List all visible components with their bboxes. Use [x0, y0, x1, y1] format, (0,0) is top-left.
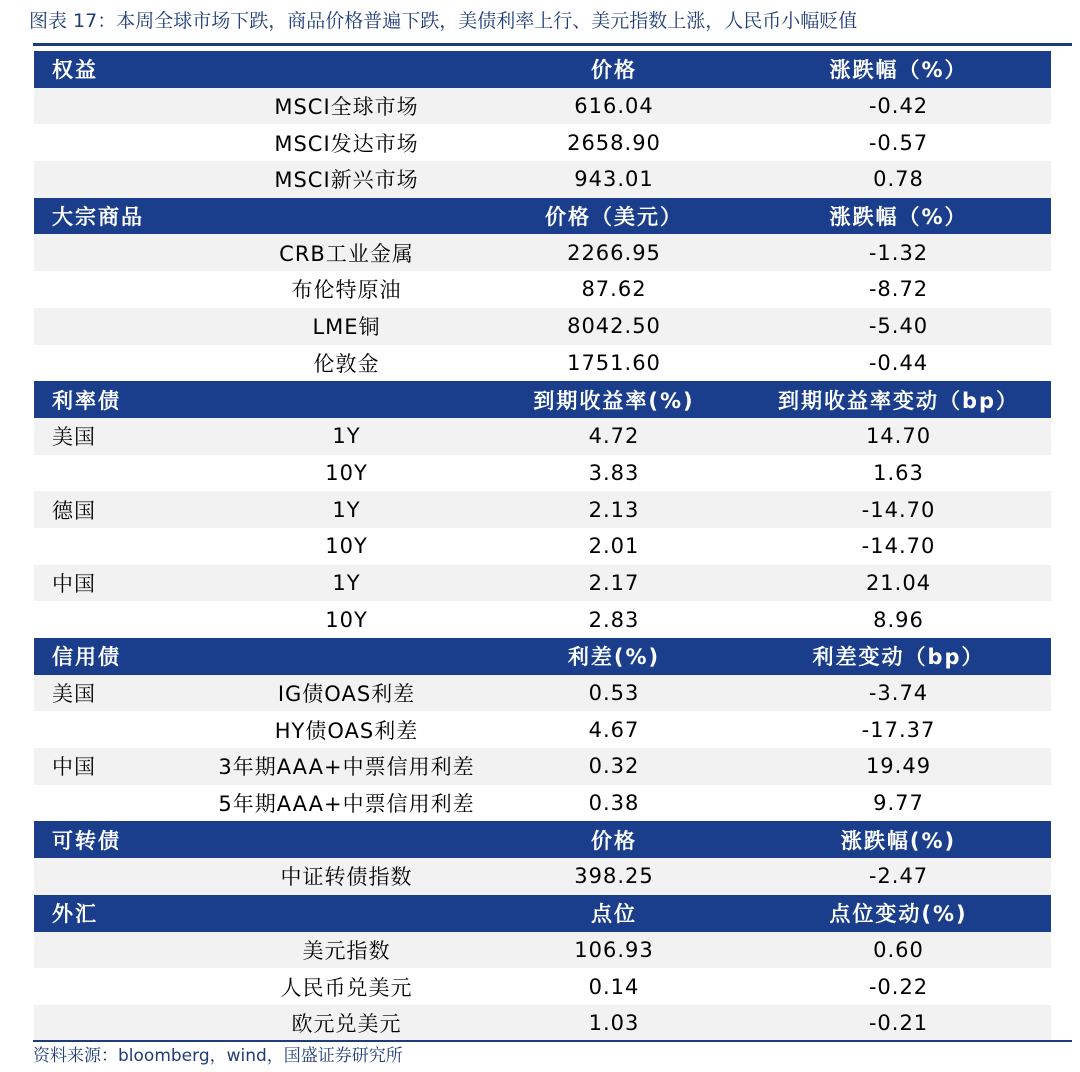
name-cell: MSCI新兴市场: [274, 168, 419, 193]
section-header-row: [34, 821, 1051, 858]
value-column-header: 利差(%): [567, 645, 661, 670]
table-row: [34, 858, 1051, 895]
change-cell: 19.49: [865, 754, 932, 779]
change-column-header: 点位变动(%): [829, 902, 968, 927]
change-cell: 9.77: [873, 791, 924, 816]
value-cell: 3.83: [588, 460, 640, 485]
change-cell: -1.32: [868, 240, 929, 265]
name-cell: [209, 821, 484, 858]
value-cell: 0.32: [588, 754, 640, 779]
value-cell: 616.04: [574, 94, 654, 119]
value-cell: 8042.50: [567, 314, 661, 339]
change-cell: 14.70: [865, 424, 932, 449]
change-column-header: 涨跌幅（%）: [829, 205, 968, 230]
value-cell: 943.01: [574, 167, 654, 192]
section-title: 信用债: [52, 645, 121, 670]
value-column-header: 价格: [591, 828, 637, 853]
value-cell: 0.53: [588, 681, 640, 706]
name-cell: 1Y: [332, 570, 361, 595]
value-cell: 1.03: [588, 1011, 640, 1036]
change-column-header: 涨跌幅（%）: [829, 58, 968, 83]
bottom-rule: [33, 1040, 1072, 1042]
figure-caption: 图表 17：本周全球市场下跌，商品价格普遍下跌，美债利率上行、美元指数上涨，人民币小幅贬值: [29, 10, 858, 32]
name-cell: 布伦特原油: [291, 278, 402, 303]
name-cell: 3年期AAA+中票信用利差: [218, 755, 475, 780]
table-row: [34, 1005, 1051, 1042]
change-cell: -14.70: [861, 497, 936, 522]
change-cell: -0.44: [868, 350, 929, 375]
value-cell: 2.01: [588, 534, 640, 559]
change-cell: -0.22: [868, 974, 929, 999]
value-cell: 2.17: [588, 570, 640, 595]
table-row: [34, 528, 1051, 565]
table-row: [34, 455, 1051, 492]
value-cell: 2.13: [588, 497, 640, 522]
value-cell: 2.83: [588, 607, 640, 632]
name-cell: [209, 638, 484, 675]
change-cell: 8.96: [873, 607, 924, 632]
table-row: [34, 345, 1051, 382]
section-header-row: [34, 895, 1051, 932]
change-cell: 1.63: [873, 460, 924, 485]
name-cell: MSCI全球市场: [274, 95, 419, 120]
name-cell: MSCI发达市场: [274, 131, 419, 156]
name-cell: 1Y: [332, 497, 361, 522]
name-cell: 10Y: [325, 607, 368, 632]
value-cell: 0.38: [588, 791, 640, 816]
change-column-header: 到期收益率变动（bp）: [777, 388, 1020, 413]
table-row: [34, 491, 1051, 528]
name-cell: 伦敦金: [313, 351, 380, 376]
value-cell: 4.72: [588, 424, 640, 449]
change-cell: -0.42: [868, 94, 929, 119]
change-cell: -5.40: [868, 314, 929, 339]
table-row: [34, 161, 1051, 198]
category-cell: 美国: [52, 425, 96, 450]
change-cell: -2.47: [868, 864, 929, 889]
change-column-header: 涨跌幅(%): [840, 828, 957, 853]
section-title: 可转债: [52, 828, 121, 853]
value-cell: 1751.60: [567, 350, 661, 375]
category-cell: 美国: [52, 682, 96, 707]
section-title: 外汇: [52, 902, 98, 927]
table-row: [34, 124, 1051, 161]
section-header-row: [34, 638, 1051, 675]
change-cell: 0.60: [873, 937, 924, 962]
name-cell: [209, 381, 484, 418]
table-row: [34, 565, 1051, 602]
table-row: [34, 234, 1051, 271]
section-header-row: [34, 51, 1051, 88]
table-row: [34, 675, 1051, 712]
name-cell: HY债OAS利差: [274, 718, 419, 743]
value-cell: 4.67: [588, 717, 640, 742]
change-column-header: 利差变动（bp）: [812, 645, 985, 670]
change-cell: -8.72: [868, 277, 929, 302]
change-cell: 0.78: [873, 167, 924, 192]
name-cell: 10Y: [325, 534, 368, 559]
value-cell: 2266.95: [567, 240, 661, 265]
table-row: [34, 748, 1051, 785]
value-cell: 2658.90: [567, 130, 661, 155]
name-cell: 中证转债指数: [280, 865, 413, 890]
section-header-row: [34, 198, 1051, 235]
name-cell: 10Y: [325, 460, 368, 485]
top-rule: [33, 43, 1072, 46]
change-cell: -14.70: [861, 534, 936, 559]
name-cell: [209, 198, 484, 235]
market-summary-table: [34, 51, 1051, 1042]
name-cell: 美元指数: [302, 938, 391, 963]
name-cell: 欧元兑美元: [291, 1012, 402, 1037]
table-row: [34, 785, 1051, 822]
section-title: 大宗商品: [52, 205, 144, 230]
name-cell: 5年期AAA+中票信用利差: [218, 792, 475, 817]
category-cell: 中国: [52, 571, 96, 596]
name-cell: 人民币兑美元: [280, 975, 413, 1000]
name-cell: [209, 51, 484, 88]
value-cell: 87.62: [581, 277, 647, 302]
table-row: [34, 88, 1051, 125]
table-row: [34, 418, 1051, 455]
category-cell: 德国: [52, 498, 96, 523]
value-cell: 106.93: [574, 937, 654, 962]
change-cell: -0.57: [868, 130, 929, 155]
table-row: [34, 932, 1051, 969]
table-row: [34, 308, 1051, 345]
section-title: 权益: [52, 58, 98, 83]
name-cell: 1Y: [332, 424, 361, 449]
name-cell: CRB工业金属: [279, 241, 414, 266]
value-column-header: 价格: [591, 58, 637, 83]
table-row: [34, 711, 1051, 748]
section-title: 利率债: [52, 388, 121, 413]
value-cell: 0.14: [588, 974, 640, 999]
change-cell: -17.37: [861, 717, 936, 742]
name-cell: IG债OAS利差: [277, 682, 416, 707]
table-row: [34, 968, 1051, 1005]
value-cell: 398.25: [574, 864, 654, 889]
source-note: 资料来源：bloomberg，wind，国盛证券研究所: [33, 1046, 403, 1066]
value-column-header: 点位: [591, 902, 637, 927]
table-row: [34, 271, 1051, 308]
table-row: [34, 601, 1051, 638]
category-cell: 中国: [52, 755, 96, 780]
change-cell: -0.21: [868, 1011, 929, 1036]
name-cell: LME铜: [312, 315, 381, 340]
name-cell: [209, 895, 484, 932]
value-column-header: 价格（美元）: [545, 205, 683, 230]
change-cell: -3.74: [868, 681, 929, 706]
section-header-row: [34, 381, 1051, 418]
change-cell: 21.04: [865, 570, 932, 595]
value-column-header: 到期收益率(%): [533, 388, 695, 413]
